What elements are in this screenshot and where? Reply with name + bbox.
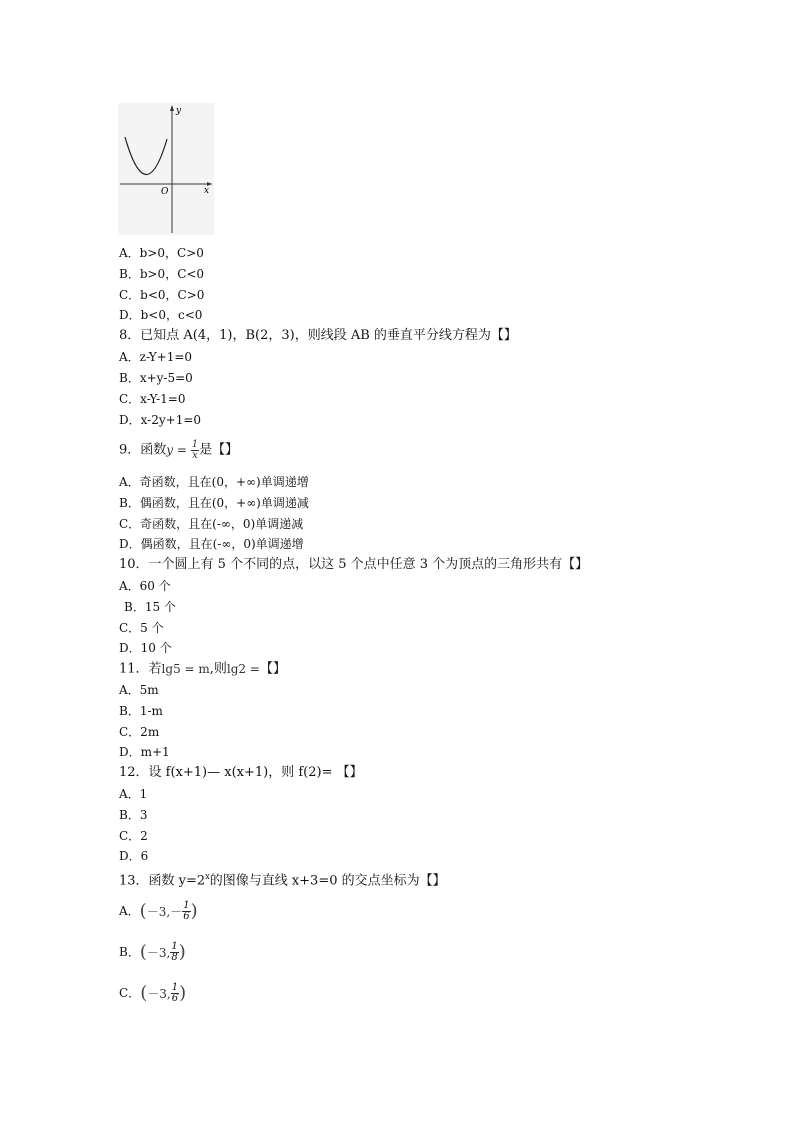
parabola-graph (118, 103, 214, 235)
q12-option-c: C．2 (119, 829, 148, 843)
q13-option-a-lparen: ( (139, 900, 147, 922)
q11-option-d: D．m+1 (119, 745, 170, 759)
q8-option-d: D．x-2y+1=0 (119, 413, 202, 427)
q11-mid: ,则 (209, 661, 227, 677)
q13-option-a-fraction (182, 901, 190, 922)
q11-option-c: C．2m (119, 725, 160, 739)
q13-option-c-fraction (171, 983, 179, 1004)
q11-option-a: A．5m (119, 683, 159, 697)
q9-option-c: C．奇函数，且在(-∞，0)单调递减 (119, 517, 304, 531)
q10-option-c: C．5 个 (119, 621, 164, 635)
q13-option-c-lparen: ( (140, 982, 148, 1004)
q9-fraction-den: x (192, 450, 198, 461)
q13-stem (119, 869, 446, 889)
q11-formula-2: lg2 = (226, 662, 260, 676)
x-axis-label: x (204, 186, 210, 196)
q11-option-b: B．1-m (119, 704, 163, 718)
origin-label: O (161, 187, 169, 197)
q9-prefix: 9．函数 (119, 442, 167, 458)
q13-option-b-label: B． (119, 945, 140, 959)
q11-suffix: 【】 (259, 661, 286, 677)
q13-option-c-den: 6 (171, 993, 179, 1004)
q10-stem: 10．一个圆上有 5 个不同的点，以这 5 个点中任意 3 个为顶点的三角形共有【】 (119, 557, 589, 572)
q7-option-a: A．b>0，C>0 (119, 246, 204, 260)
y-axis-label: y (176, 106, 182, 116)
q7-option-c: C．b<0，C>0 (119, 288, 205, 302)
q9-suffix: 是【】 (199, 442, 239, 458)
q13-option-b-den: 8 (171, 952, 178, 963)
q9-fraction (191, 440, 199, 461)
q13-option-b-x: －3 (146, 945, 167, 960)
q13-option-c (119, 978, 186, 1009)
q13-option-a-rparen: ) (190, 900, 198, 922)
q13-option-c-x: －3 (147, 986, 167, 1001)
parabola-figure (118, 103, 214, 235)
q11-stem (119, 661, 286, 678)
q13-stem-after: 的图像与直线 x+3=0 的交点坐标为【】 (209, 873, 446, 889)
q7-option-d: D．b<0，c<0 (119, 308, 203, 322)
q7-option-b: B．b>0，C<0 (119, 267, 205, 281)
q13-stem-before: 13．函数 y=2 (119, 873, 206, 889)
y-axis-arrow (170, 105, 174, 111)
q9-option-a: A．奇函数，且在(0，+∞)单调递增 (119, 475, 309, 489)
q9-fraction-num: 1 (191, 439, 199, 450)
q9-option-b: B．偶函数，且在(0，+∞)单调递减 (119, 496, 309, 510)
q10-option-a: A．60 个 (119, 579, 171, 593)
q13-option-a-num: 1 (183, 900, 190, 911)
q13-option-a-sign: － (170, 904, 183, 919)
q11-prefix: 11．若 (119, 661, 162, 677)
q8-option-c: C．x-Y-1=0 (119, 392, 186, 406)
q13-option-a-x: －3 (146, 904, 167, 919)
parabola-curve (125, 137, 167, 175)
q9-stem (119, 438, 238, 463)
q13-option-c-num: 1 (171, 982, 179, 993)
q13-option-b-comma: , (166, 945, 171, 960)
q13-option-b (119, 937, 186, 968)
q13-stem-sup: x (205, 872, 210, 881)
q13-option-a-comma: , (166, 904, 171, 919)
q13-option-a-den: 6 (183, 911, 190, 922)
q13-option-b-num: 1 (171, 941, 178, 952)
q13-option-c-label: C． (119, 986, 141, 1000)
q13-option-b-lparen: ( (139, 941, 147, 963)
q13-option-a (119, 896, 198, 927)
q13-option-b-fraction (170, 942, 178, 963)
q9-option-d: D．偶函数，且在(-∞，0)单调递增 (119, 537, 304, 551)
q9-formula (166, 438, 199, 462)
q9-formula-lhs: y = (166, 443, 187, 457)
q13-option-a-label: A． (119, 904, 140, 918)
q13-option-c-rparen: ) (179, 982, 187, 1004)
q10-option-b: B．15 个 (124, 600, 176, 614)
q8-option-b: B．x+y-5=0 (119, 371, 193, 385)
q12-stem: 12．设 f(x+1)— x(x+1)，则 f(2)= 【】 (119, 765, 363, 780)
q12-option-b: B．3 (119, 808, 148, 822)
q12-option-d: D．6 (119, 849, 149, 863)
q11-formula-1: lg5 = m (161, 662, 210, 676)
q12-option-a: A．1 (119, 787, 148, 801)
q8-option-a: A．z-Y+1=0 (119, 350, 193, 364)
q10-option-d: D．10 个 (119, 641, 172, 655)
q13-option-b-rparen: ) (178, 941, 186, 963)
q8-stem: 8．已知点 A(4，1)，B(2，3)，则线段 AB 的垂直平分线方程为【】 (119, 328, 517, 343)
q13-option-c-comma: , (166, 986, 171, 1001)
